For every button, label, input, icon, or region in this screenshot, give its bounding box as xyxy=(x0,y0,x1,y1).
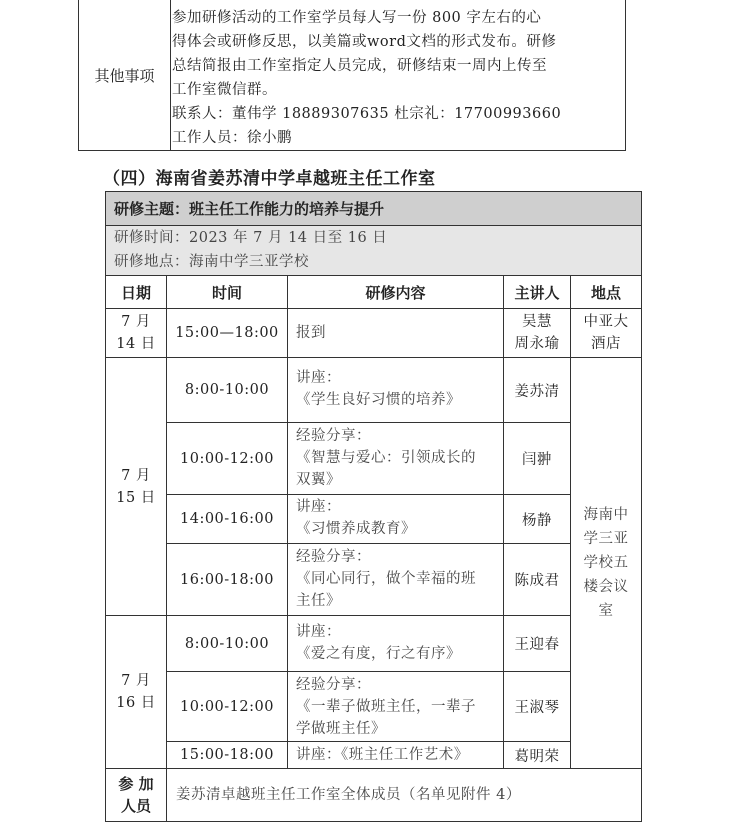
other-matters-line: 总结简报由工作室指定人员完成，研修结束一周内上传至 xyxy=(172,58,547,74)
day3-row3-content: 讲座：《班主任工作艺术》 xyxy=(296,747,469,763)
day3-row1-speaker: 王迎春 xyxy=(514,637,560,653)
day3-row3-time: 15:00-18:00 xyxy=(180,747,274,763)
schedule-table xyxy=(105,191,642,822)
header-content: 研修内容 xyxy=(365,283,426,302)
day2-row1-time: 8:00-10:00 xyxy=(184,382,270,398)
day1-speaker: 吴慧 周永瑜 xyxy=(514,314,560,352)
participants-label: 参 加 人员 xyxy=(118,775,154,815)
other-matters-table xyxy=(78,0,626,151)
header-location: 地点 xyxy=(590,283,621,302)
other-matters-line: 工作室微信群。 xyxy=(172,82,277,98)
header-date: 日期 xyxy=(120,283,151,302)
day2-row3-content: 讲座： 《习惯养成教育》 xyxy=(296,499,416,537)
day2-date: 7 月 15 日 xyxy=(116,467,156,506)
day2-row4-speaker: 陈成君 xyxy=(514,573,560,589)
day2-row2-speaker: 闫翀 xyxy=(522,452,552,468)
other-matters-line: 参加研修活动的工作室学员每人写一份 800 字左右的心 xyxy=(172,10,542,26)
other-matters-content xyxy=(172,6,617,150)
day2-row2-time: 10:00-12:00 xyxy=(180,450,274,467)
day3-row2-time: 10:00-12:00 xyxy=(180,698,274,715)
day2-row3-speaker: 杨静 xyxy=(522,512,552,529)
participants-text: 姜苏清卓越班主任工作室全体成员（名单见附件 4） xyxy=(176,787,521,803)
contact-line: 联系人：董伟学 18889307635 杜宗礼：17700993660 xyxy=(172,106,562,122)
day1-content: 报到 xyxy=(296,325,326,341)
day2-row4-time: 16:00-18:00 xyxy=(180,571,274,588)
staff-line: 工作人员：徐小鹏 xyxy=(172,130,292,146)
day2-row2-content: 经验分享： 《智慧与爱心：引领成长的 双翼》 xyxy=(296,428,476,488)
day3-date: 7 月 16 日 xyxy=(116,673,156,711)
shared-location: 海南中 学三亚 学校五 楼会议 室 xyxy=(583,507,629,619)
day3-row1-time: 8:00-10:00 xyxy=(184,635,270,652)
header-time: 时间 xyxy=(211,283,242,302)
day2-row1-speaker: 姜苏清 xyxy=(514,383,560,400)
day2-row3-time: 14:00-16:00 xyxy=(180,511,274,527)
time-place-row xyxy=(106,226,641,275)
day3-row3-speaker: 葛明荣 xyxy=(514,748,560,765)
other-matters-line: 得体会或研修反思，以美篇或word文档的形式发布。研修 xyxy=(172,34,557,50)
header-speaker: 主讲人 xyxy=(514,283,560,302)
day1-time: 15:00—18:00 xyxy=(175,325,279,341)
study-time: 研修时间：2023 年 7 月 14 日至 16 日 xyxy=(114,230,388,246)
day2-row1-content: 讲座： 《学生良好习惯的培养》 xyxy=(296,370,461,408)
study-place: 研修地点：海南中学三亚学校 xyxy=(114,254,309,270)
day2-row4-content: 经验分享： 《同心同行，做个幸福的班 主任》 xyxy=(296,549,476,609)
day3-row2-content: 经验分享： 《一辈子做班主任，一辈子 学做班主任》 xyxy=(296,677,476,737)
day1-date: 7 月 14 日 xyxy=(116,314,156,352)
section-title: （四）海南省姜苏清中学卓越班主任工作室 xyxy=(103,169,436,189)
day3-row1-content: 讲座： 《爱之有度，行之有序》 xyxy=(296,624,461,662)
day1-location: 中亚大 酒店 xyxy=(583,314,629,352)
day3-row2-speaker: 王淑琴 xyxy=(514,700,560,716)
theme-row: 研修主题：班主任工作能力的培养与提升 xyxy=(106,192,641,225)
other-matters-label: 其他事项 xyxy=(79,0,171,150)
